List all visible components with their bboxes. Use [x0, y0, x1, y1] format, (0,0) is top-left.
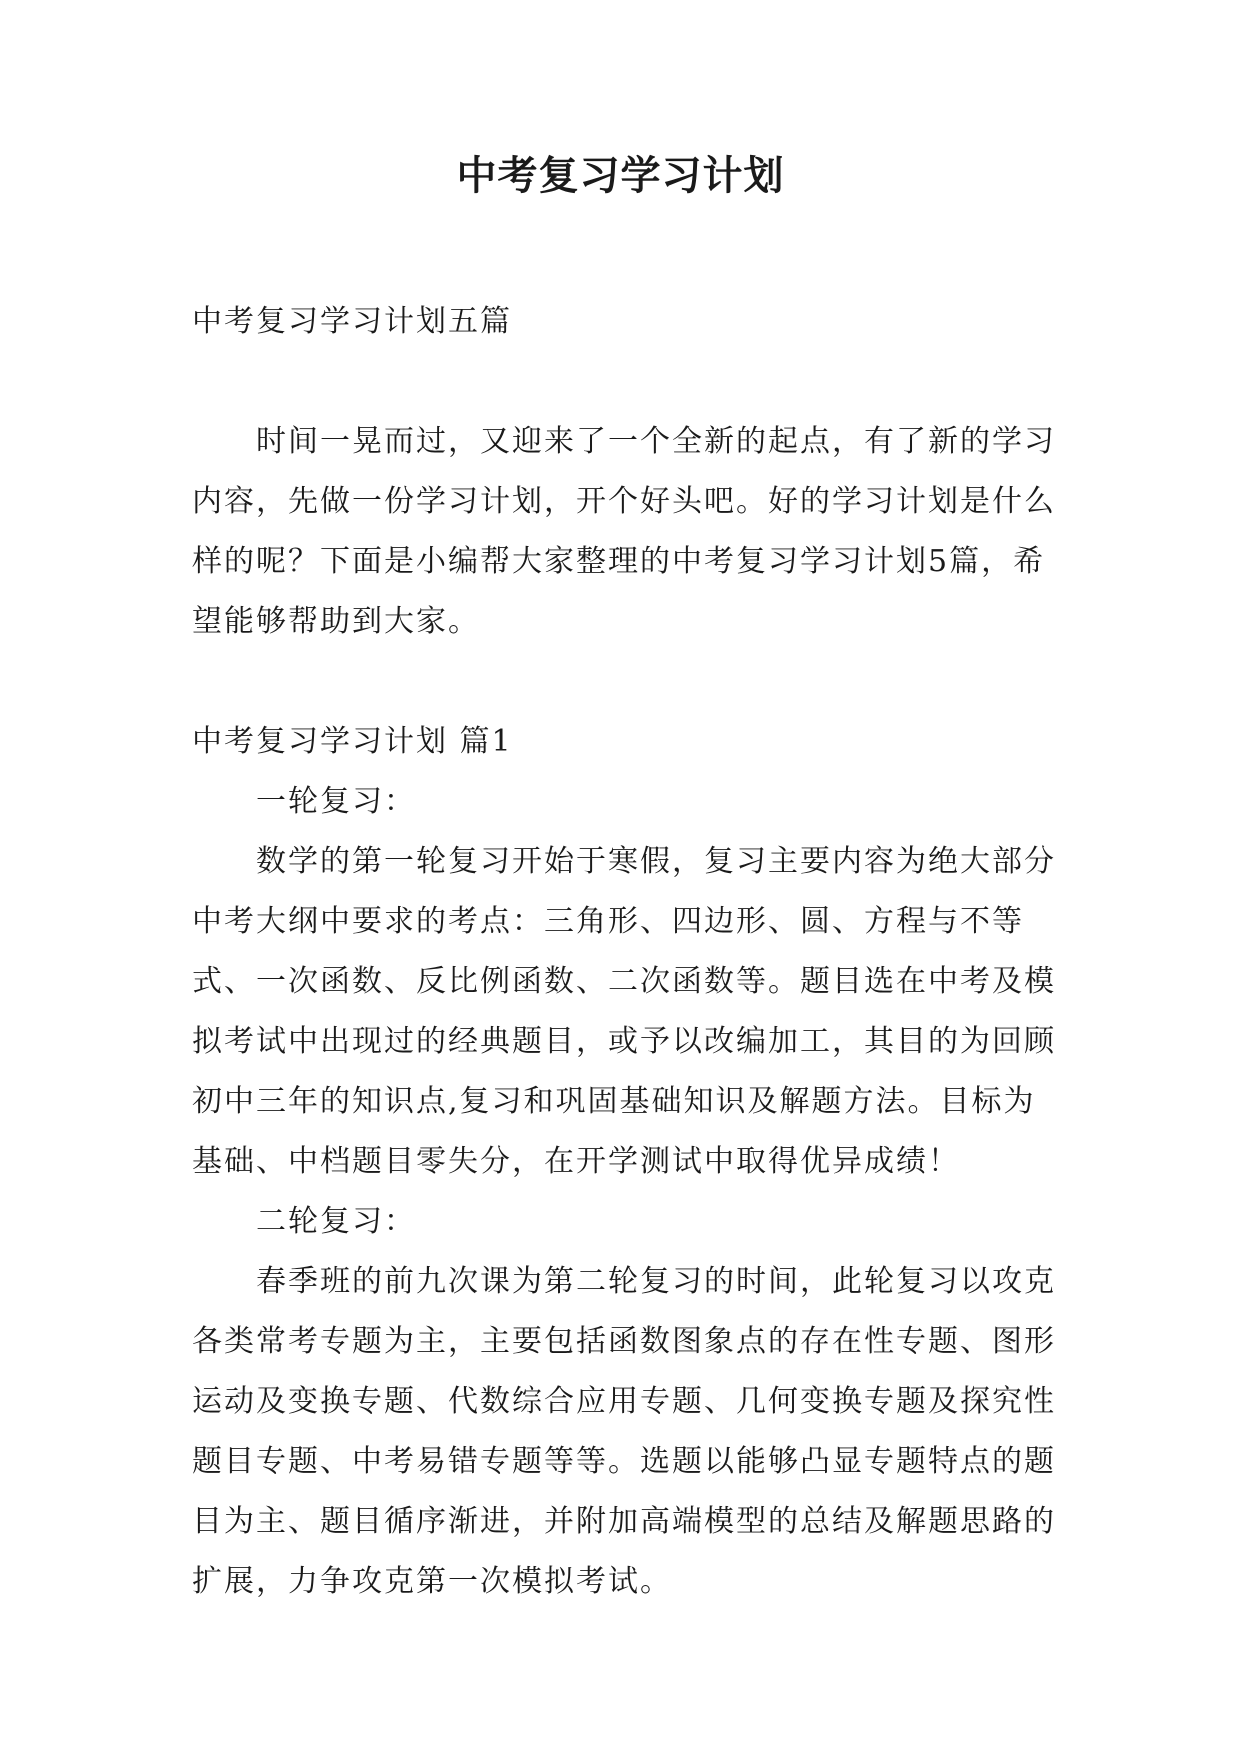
document-body: [192, 292, 1060, 1612]
section-heading: 中考复习学习计划 篇1: [192, 724, 513, 759]
round1-label: 一轮复习：: [256, 784, 416, 819]
intro-paragraph: 时间一晃而过，又迎来了一个全新的起点，有了新的学习内容，先做一份学习计划，开个好头吧。好的学习计划是什么样的呢？下面是小编帮大家整理的中考复习学习计划5篇，希望能够帮助到大家。: [192, 424, 1056, 639]
round2-label: 二轮复习：: [256, 1204, 416, 1239]
round1-paragraph: 数学的第一轮复习开始于寒假，复习主要内容为绝大部分中考大纲中要求的考点：三角形、四边形、圆、方程与不等式、一次函数、反比例函数、二次函数等。题目选在中考及模拟考试中出现过的经典题目，或予以改编加工，其目的为回顾初中三年的知识点,复习和巩固基础知识及解题方法。目标为基础、中档题目零失分，在开学测试中取得优异成绩！: [192, 844, 1056, 1179]
document-subtitle: 中考复习学习计划五篇: [192, 304, 512, 339]
round2-paragraph: 春季班的前九次课为第二轮复习的时间，此轮复习以攻克各类常考专题为主，主要包括函数图象点的存在性专题、图形运动及变换专题、代数综合应用专题、几何变换专题及探究性题目专题、中考易错专题等等。选题以能够凸显专题特点的题目为主、题目循序渐进，并附加高端模型的总结及解题思路的扩展，力争攻克第一次模拟考试。: [192, 1264, 1056, 1599]
document-title: 中考复习学习计划: [456, 152, 785, 199]
